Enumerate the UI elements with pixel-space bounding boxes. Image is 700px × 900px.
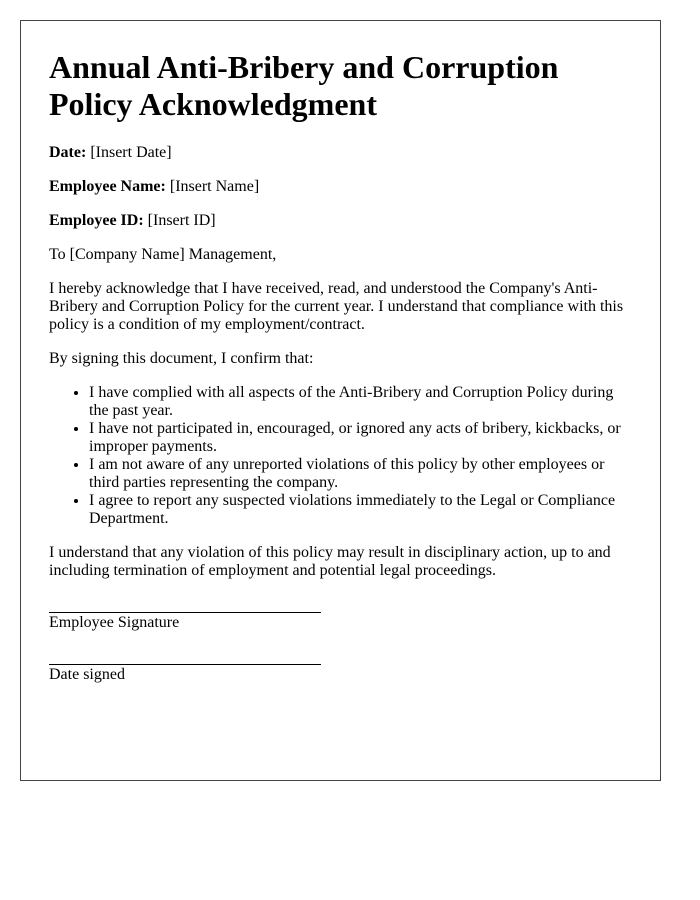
date-signed-block xyxy=(49,664,632,684)
date-signed-line xyxy=(49,664,321,665)
closing-paragraph: I understand that any violation of this policy may result in disciplinary action, up to and including termination of employment and potential legal proceedings. xyxy=(49,544,611,579)
confirm-lead: By signing this document, I confirm that: xyxy=(49,350,314,367)
date-label: Date: xyxy=(49,144,87,161)
list-item: • I agree to report any suspected violations immediately to the Legal or Compliance Department. xyxy=(89,492,632,528)
date-signed-label: Date signed xyxy=(49,666,125,683)
salutation: To [Company Name] Management, xyxy=(49,246,277,263)
list-item: • I have not participated in, encouraged, or ignored any acts of bribery, kickbacks, or improper payments. xyxy=(89,420,632,456)
document-title: Annual Anti-Bribery and Corruption Policy Acknowledgment xyxy=(49,49,559,122)
date-field xyxy=(49,144,632,162)
signature-block xyxy=(49,612,632,632)
employee-id-value: [Insert ID] xyxy=(143,212,216,229)
signature-line xyxy=(49,612,321,613)
intro-paragraph: I hereby acknowledge that I have received, read, and understood the Company's Anti-Bribery and Corruption Policy for the current year. I understand that compliance with this policy is a condition of my employment/contract. xyxy=(49,280,624,333)
list-item: • I have complied with all aspects of the Anti-Bribery and Corruption Policy during the past year. xyxy=(89,384,632,420)
employee-id-label: Employee ID: xyxy=(49,212,144,229)
list-item: • I am not aware of any unreported violations of this policy by other employees or third parties representing the company. xyxy=(89,456,632,492)
employee-name-label: Employee Name: xyxy=(49,178,166,195)
date-value: [Insert Date] xyxy=(86,144,172,161)
employee-id-field xyxy=(49,212,632,230)
employee-name-field xyxy=(49,178,632,196)
signature-label: Employee Signature xyxy=(49,614,180,631)
acknowledgment-document xyxy=(20,20,661,781)
confirmation-list xyxy=(49,384,632,528)
employee-name-value: [Insert Name] xyxy=(165,178,260,195)
